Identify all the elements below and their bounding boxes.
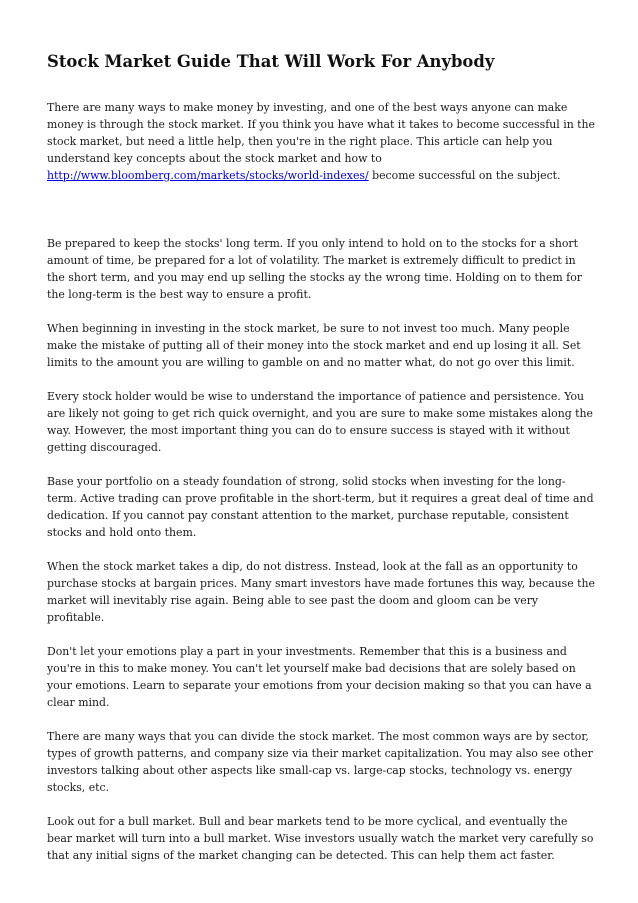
document-page [47, 52, 595, 881]
intro-paragraph [47, 99, 595, 184]
paragraph-bull-market: Look out for a bull market. Bull and bear markets tend to be more cyclical, and eventually the bear market will turn into a bull market. Wise investors usually watch the market very carefully so that any initial signs of the market changing can be detected. This can help them act faster. [47, 815, 594, 862]
paragraph-emotions: Don't let your emotions play a part in your investments. Remember that this is a business and you're in this to make money. You can't let yourself make bad decisions that are solely based on your emotions. Learn to separate your emotions from your decision making so that you can have a clear mind. [47, 645, 592, 709]
paragraph-long-term: Be prepared to keep the stocks' long term. If you only intend to hold on to the stocks for a short amount of time, be prepared for a lot of volatility. The market is extremely difficult to predict in the short term, and you may end up selling the stocks ay the wrong time. Holding on to them for the long-term is the best way to ensure a profit. [47, 237, 582, 301]
paragraph-divide-market: There are many ways that you can divide the stock market. The most common ways are by sector, types of growth patterns, and company size via their market capitalization. You may also see other investors talking about other aspects like small-cap vs. large-cap stocks, technology vs. energy stocks, etc. [47, 730, 593, 794]
paragraph-portfolio-foundation: Base your portfolio on a steady foundation of strong, solid stocks when investing for the long-term. Active trading can prove profitable in the short-term, but it requires a great deal of time and dedication. If you cannot pay constant attention to the market, purchase reputable, consistent stocks and hold onto them. [47, 475, 594, 539]
paragraph-market-dip: When the stock market takes a dip, do not distress. Instead, look at the fall as an opportunity to purchase stocks at bargain prices. Many smart investors have made fortunes this way, because the market will inevitably rise again. Being able to see past the doom and gloom can be very profitable. [47, 560, 595, 624]
bloomberg-link[interactable]: http://www.bloomberg.com/markets/stocks/world-indexes/ [47, 169, 369, 182]
paragraph-invest-limits: When beginning in investing in the stock market, be sure to not invest too much. Many people make the mistake of putting all of their money into the stock market and end up losing it all. Set limits to the amount you are willing to gamble on and no matter what, do not go over this limit. [47, 322, 581, 369]
intro-text-after-link: become successful on the subject. [368, 169, 561, 182]
paragraph-patience: Every stock holder would be wise to understand the importance of patience and persistence. You are likely not going to get rich quick overnight, and you are sure to make some mistakes along the way. However, the most important thing you can do to ensure success is stayed with it without getting discouraged. [47, 390, 593, 454]
document-title: Stock Market Guide That Will Work For Anybody [47, 52, 495, 71]
intro-text-before-link: There are many ways to make money by investing, and one of the best ways anyone can make money is through the stock market. If you think you have what it takes to become successful in the stock market, but need a little help, then you're in the right place. This article can help you understand key concepts about the stock market and how to [47, 101, 595, 165]
